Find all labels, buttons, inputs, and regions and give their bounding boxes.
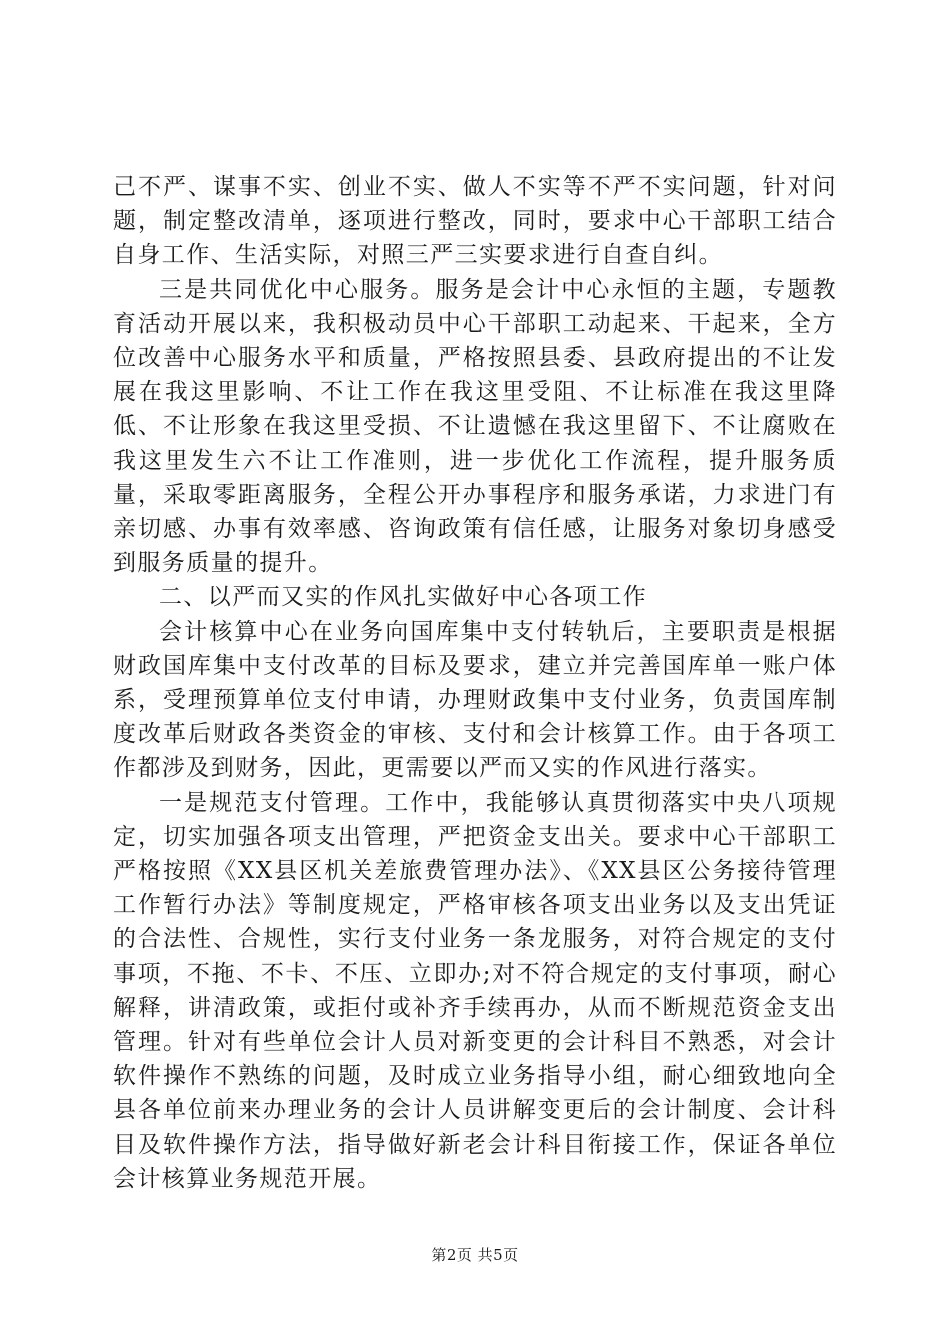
- page-number-footer: 第2页 共5页: [431, 1246, 519, 1264]
- document-body: [113, 170, 837, 1196]
- paragraph-center-duties: 会计核算中心在业务向国库集中支付转轨后，主要职责是根据财政国库集中支付改革的目标及要求，建立并完善国库单一账户体系，受理预算单位支付申请，办理财政集中支付业务，负责国库制度改革后财政各类资金的审核、支付和会计核算工作。由于各项工作都涉及到财务，因此，更需要以严而又实的作风进行落实。: [113, 618, 837, 782]
- paragraph-optimize-service: 三是共同优化中心服务。服务是会计中心永恒的主题，专题教育活动开展以来，我积极动员中心干部职工动起来、干起来，全方位改善中心服务水平和质量，严格按照县委、县政府提出的不让发展在我这里影响、不让工作在我这里受阻、不让标准在我这里降低、不让形象在我这里受损、不让遗憾在我这里留下、不让腐败在我这里发生六不让工作准则，进一步优化工作流程，提升服务质量，采取零距离服务，全程公开办事程序和服务承诺，力求进门有亲切感、办事有效率感、咨询政策有信任感，让服务对象切身感受到服务质量的提升。: [113, 276, 837, 577]
- paragraph-payment-management: 一是规范支付管理。工作中，我能够认真贯彻落实中央八项规定，切实加强各项支出管理，严把资金支出关。要求中心干部职工严格按照《XX县区机关差旅费管理办法》、《XX县区公务接待管理工作暂行办法》等制度规定，严格审核各项支出业务以及支出凭证的合法性、合规性，实行支付业务一条龙服务，对符合规定的支付事项，不拖、不卡、不压、立即办;对不符合规定的支付事项，耐心解释，讲清政策，或拒付或补齐手续再办，从而不断规范资金支出管理。针对有些单位会计人员对新变更的会计科目不熟悉，对会计软件操作不熟练的问题，及时成立业务指导小组，耐心细致地向全县各单位前来办理业务的会计人员讲解变更后的会计制度、会计科目及软件操作方法，指导做好新老会计科目衔接工作，保证各单位会计核算业务规范开展。: [113, 789, 837, 1192]
- paragraph-continuation: 己不严、谋事不实、创业不实、做人不实等不严不实问题，针对问题，制定整改清单，逐项进行整改，同时，要求中心干部职工结合自身工作、生活实际，对照三严三实要求进行自查自纠。: [113, 174, 837, 269]
- section-heading: 二、以严而又实的作风扎实做好中心各项工作: [159, 584, 647, 611]
